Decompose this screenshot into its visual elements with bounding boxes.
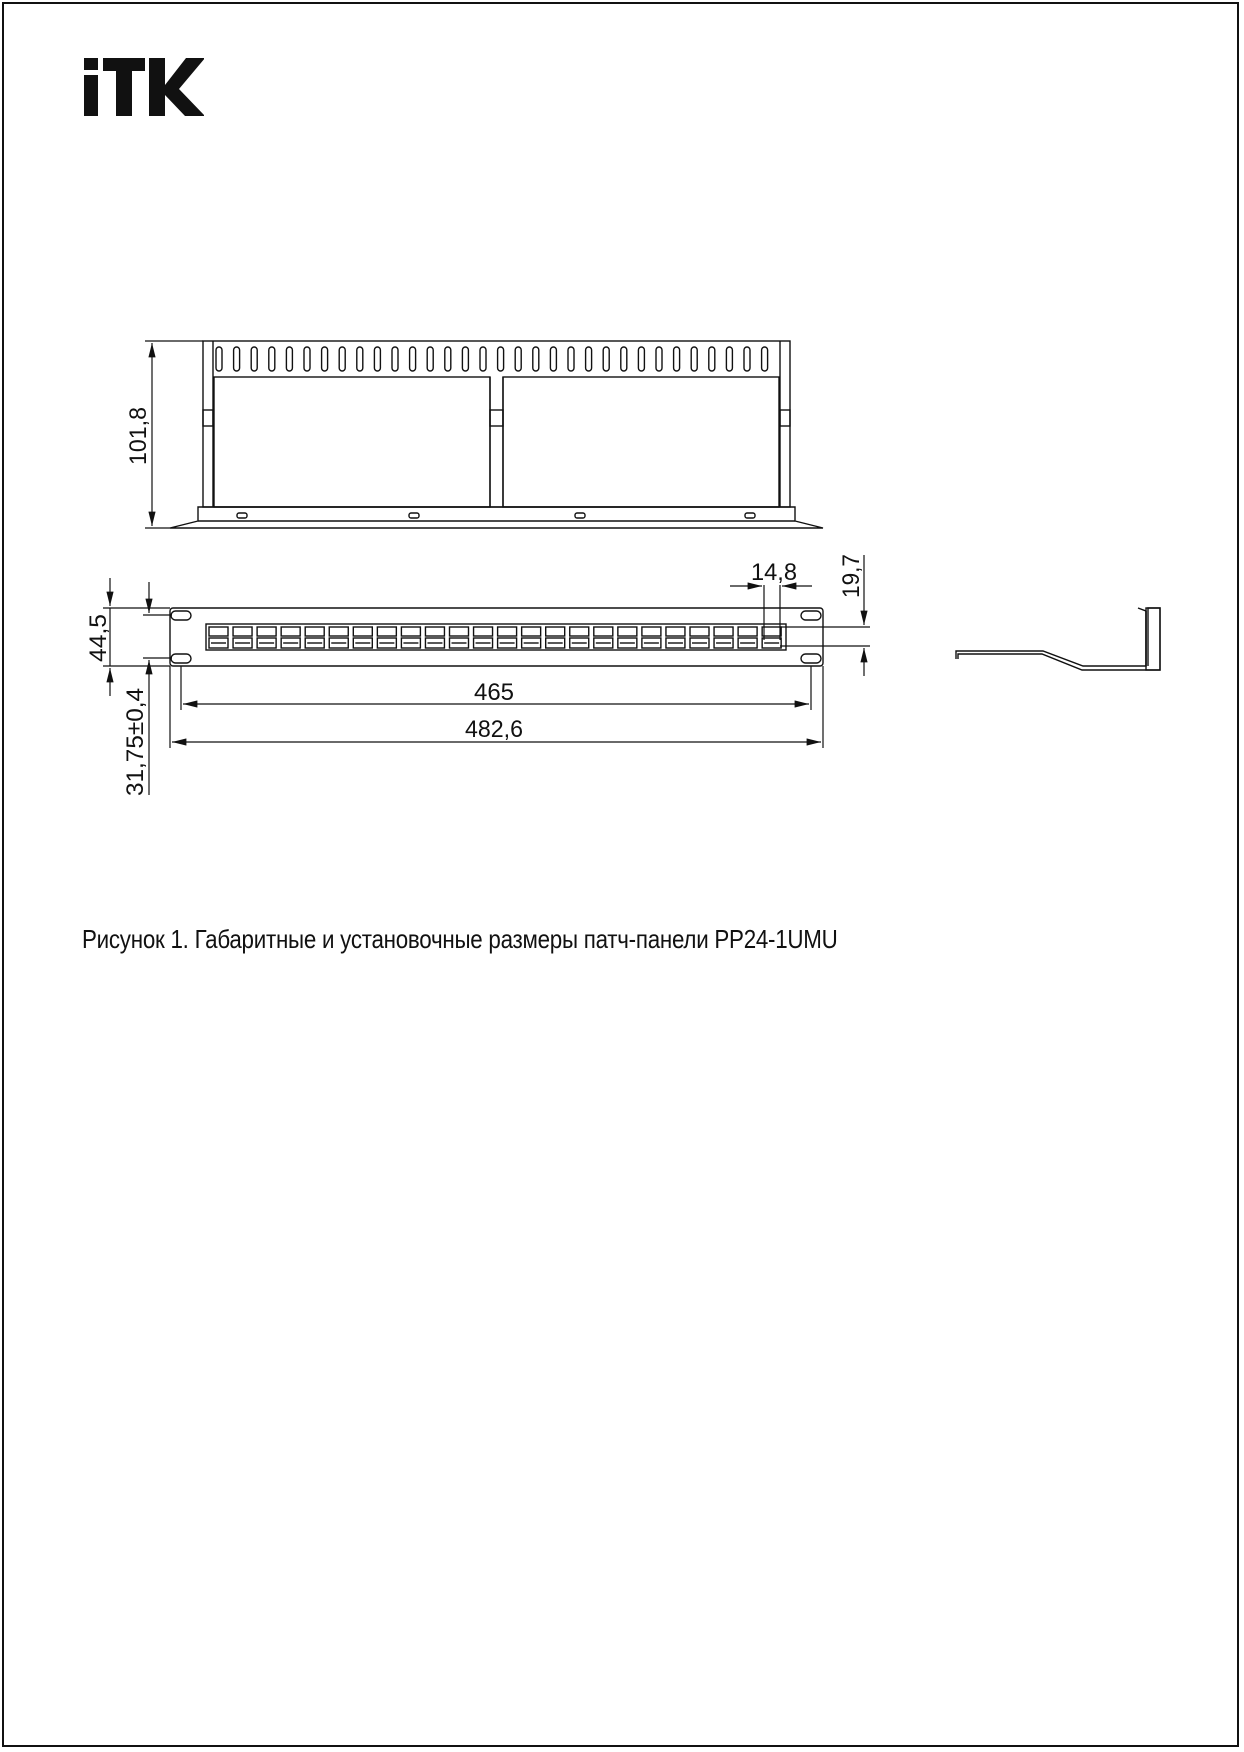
vent-slot (515, 347, 521, 371)
vent-slot (216, 347, 222, 371)
vent-slot (445, 347, 451, 371)
port (329, 627, 348, 648)
vent-slot (550, 347, 556, 371)
port (666, 627, 685, 648)
port (642, 627, 661, 648)
vent-slot (234, 347, 240, 371)
port (401, 627, 420, 648)
vent-slot (427, 347, 433, 371)
port (570, 627, 589, 648)
vent-slots (216, 347, 768, 371)
vent-slot (392, 347, 398, 371)
vent-slot (286, 347, 292, 371)
port (209, 627, 228, 648)
dim-port-pitch: 14,8 (751, 559, 797, 586)
vent-slot (498, 347, 504, 371)
vent-slot (533, 347, 539, 371)
port (714, 627, 733, 648)
dim-mount-width: 465 (474, 679, 514, 706)
vent-slot (410, 347, 416, 371)
vent-slot (251, 347, 257, 371)
port (690, 627, 709, 648)
vent-slot (744, 347, 750, 371)
vent-slot (568, 347, 574, 371)
vent-slot (586, 347, 592, 371)
port (762, 627, 781, 648)
vent-slot (638, 347, 644, 371)
port (498, 627, 517, 648)
vent-slot (691, 347, 697, 371)
vent-slot (709, 347, 715, 371)
port (738, 627, 757, 648)
vent-slot (357, 347, 363, 371)
port (450, 627, 469, 648)
port (257, 627, 276, 648)
port (546, 627, 565, 648)
port (618, 627, 637, 648)
vent-slot (374, 347, 380, 371)
port (281, 627, 300, 648)
vent-slot (656, 347, 662, 371)
vent-slot (726, 347, 732, 371)
vent-slot (269, 347, 275, 371)
port-array (209, 627, 781, 648)
dim-depth: 101,8 (125, 404, 152, 465)
depth-dimension (145, 341, 203, 528)
port (522, 627, 541, 648)
vent-slot (762, 347, 768, 371)
vent-slot (322, 347, 328, 371)
front-view (170, 608, 823, 666)
top-view (170, 341, 823, 528)
vent-slot (339, 347, 345, 371)
front-dimensions (103, 551, 870, 795)
dim-height: 44,5 (85, 615, 112, 662)
port (353, 627, 372, 648)
vent-slot (621, 347, 627, 371)
vent-slot (480, 347, 486, 371)
side-profile (956, 608, 1160, 670)
port (377, 627, 396, 648)
vent-slot (603, 347, 609, 371)
vent-slot (674, 347, 680, 371)
dim-hole-pitch: 31,75±0,4 (122, 689, 149, 796)
port (233, 627, 252, 648)
dim-total-width: 482,6 (465, 716, 523, 743)
vent-slot (462, 347, 468, 371)
port (305, 627, 324, 648)
port (474, 627, 493, 648)
port (594, 627, 613, 648)
figure-caption: Рисунок 1. Габаритные и установочные размеры патч-панели PP24-1UMU (82, 924, 838, 954)
dim-port-offset: 19,7 (838, 551, 865, 598)
port (425, 627, 444, 648)
vent-slot (304, 347, 310, 371)
